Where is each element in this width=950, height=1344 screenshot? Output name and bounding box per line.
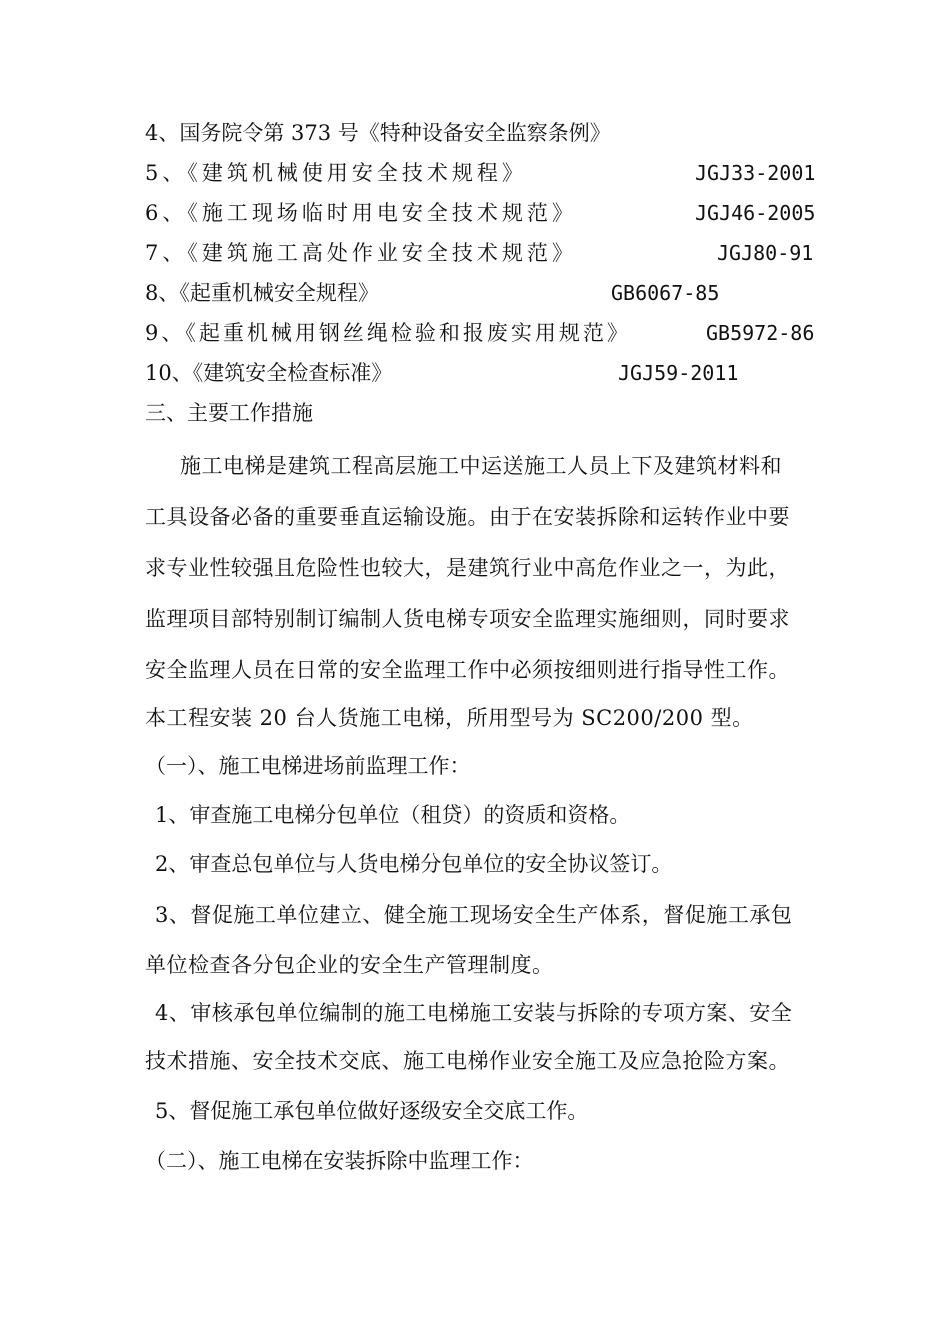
reference-title: 5、《建筑机械使用安全技术规程》 — [145, 161, 527, 185]
section-title: 三、主要工作措施 — [145, 401, 313, 425]
reference-code: JGJ46-2005 — [695, 201, 816, 225]
reference-item — [145, 118, 810, 148]
reference-code: GB6067-85 — [611, 281, 720, 305]
reference-code: JGJ33-2001 — [695, 161, 816, 185]
reference-item — [145, 278, 810, 308]
list-item-continuation: 单位检查各分包企业的安全生产管理制度。 — [145, 953, 554, 977]
list-item: 5、督促施工承包单位做好逐级安全交底工作。 — [155, 1099, 589, 1123]
reference-code: JGJ80-91 — [717, 241, 814, 265]
paragraph-line: 安全监理人员在日常的安全监理工作中必须按细则进行指导性工作。 — [145, 658, 790, 682]
reference-item — [145, 238, 814, 268]
paragraph-line: 监理项目部特别制订编制人货电梯专项安全监理实施细则，同时要求 — [145, 607, 790, 631]
reference-code: JGJ59-2011 — [618, 361, 739, 385]
reference-title: 4、国务院令第 373 号《特种设备安全监察条例》 — [145, 121, 611, 145]
subsection-title: （一）、施工电梯进场前监理工作： — [145, 754, 471, 778]
reference-title: 6、《施工现场临时用电安全技术规范》 — [145, 201, 577, 225]
list-item: 4、审核承包单位编制的施工电梯施工安装与拆除的专项方案、安全 — [155, 1001, 793, 1025]
list-item-continuation: 技术措施、安全技术交底、施工电梯作业安全施工及应急抢险方案。 — [145, 1049, 790, 1073]
paragraph-line: 本工程安装 20 台人货施工电梯，所用型号为 SC200/200 型。 — [145, 706, 754, 730]
reference-code: GB5972-86 — [706, 321, 815, 345]
paragraph-line: 求专业性较强且危险性也较大，是建筑行业中高危作业之一，为此， — [145, 556, 790, 580]
reference-title: 8、《起重机械安全规程》 — [145, 281, 379, 305]
list-item: 1、审查施工电梯分包单位（租贷）的资质和资格。 — [155, 803, 631, 827]
list-item: 3、督促施工单位建立、健全施工现场安全生产体系，督促施工承包 — [155, 903, 793, 927]
list-item: 2、审查总包单位与人货电梯分包单位的安全协议签订。 — [155, 852, 673, 876]
reference-item — [145, 358, 810, 388]
reference-title: 10、《建筑安全检查标准》 — [145, 361, 393, 385]
reference-item — [145, 158, 816, 188]
reference-title: 9、《起重机械用钢丝绳检验和报废实用规范》 — [145, 321, 631, 345]
reference-title: 7、《建筑施工高处作业安全技术规范》 — [145, 241, 577, 265]
reference-item — [145, 318, 815, 348]
subsection-title: （二）、施工电梯在安装拆除中监理工作： — [145, 1149, 534, 1173]
reference-item — [145, 198, 816, 228]
paragraph-line: 工具设备必备的重要垂直运输设施。由于在安装拆除和运转作业中要 — [145, 505, 790, 529]
paragraph-line: 施工电梯是建筑工程高层施工中运送施工人员上下及建筑材料和 — [180, 454, 782, 478]
